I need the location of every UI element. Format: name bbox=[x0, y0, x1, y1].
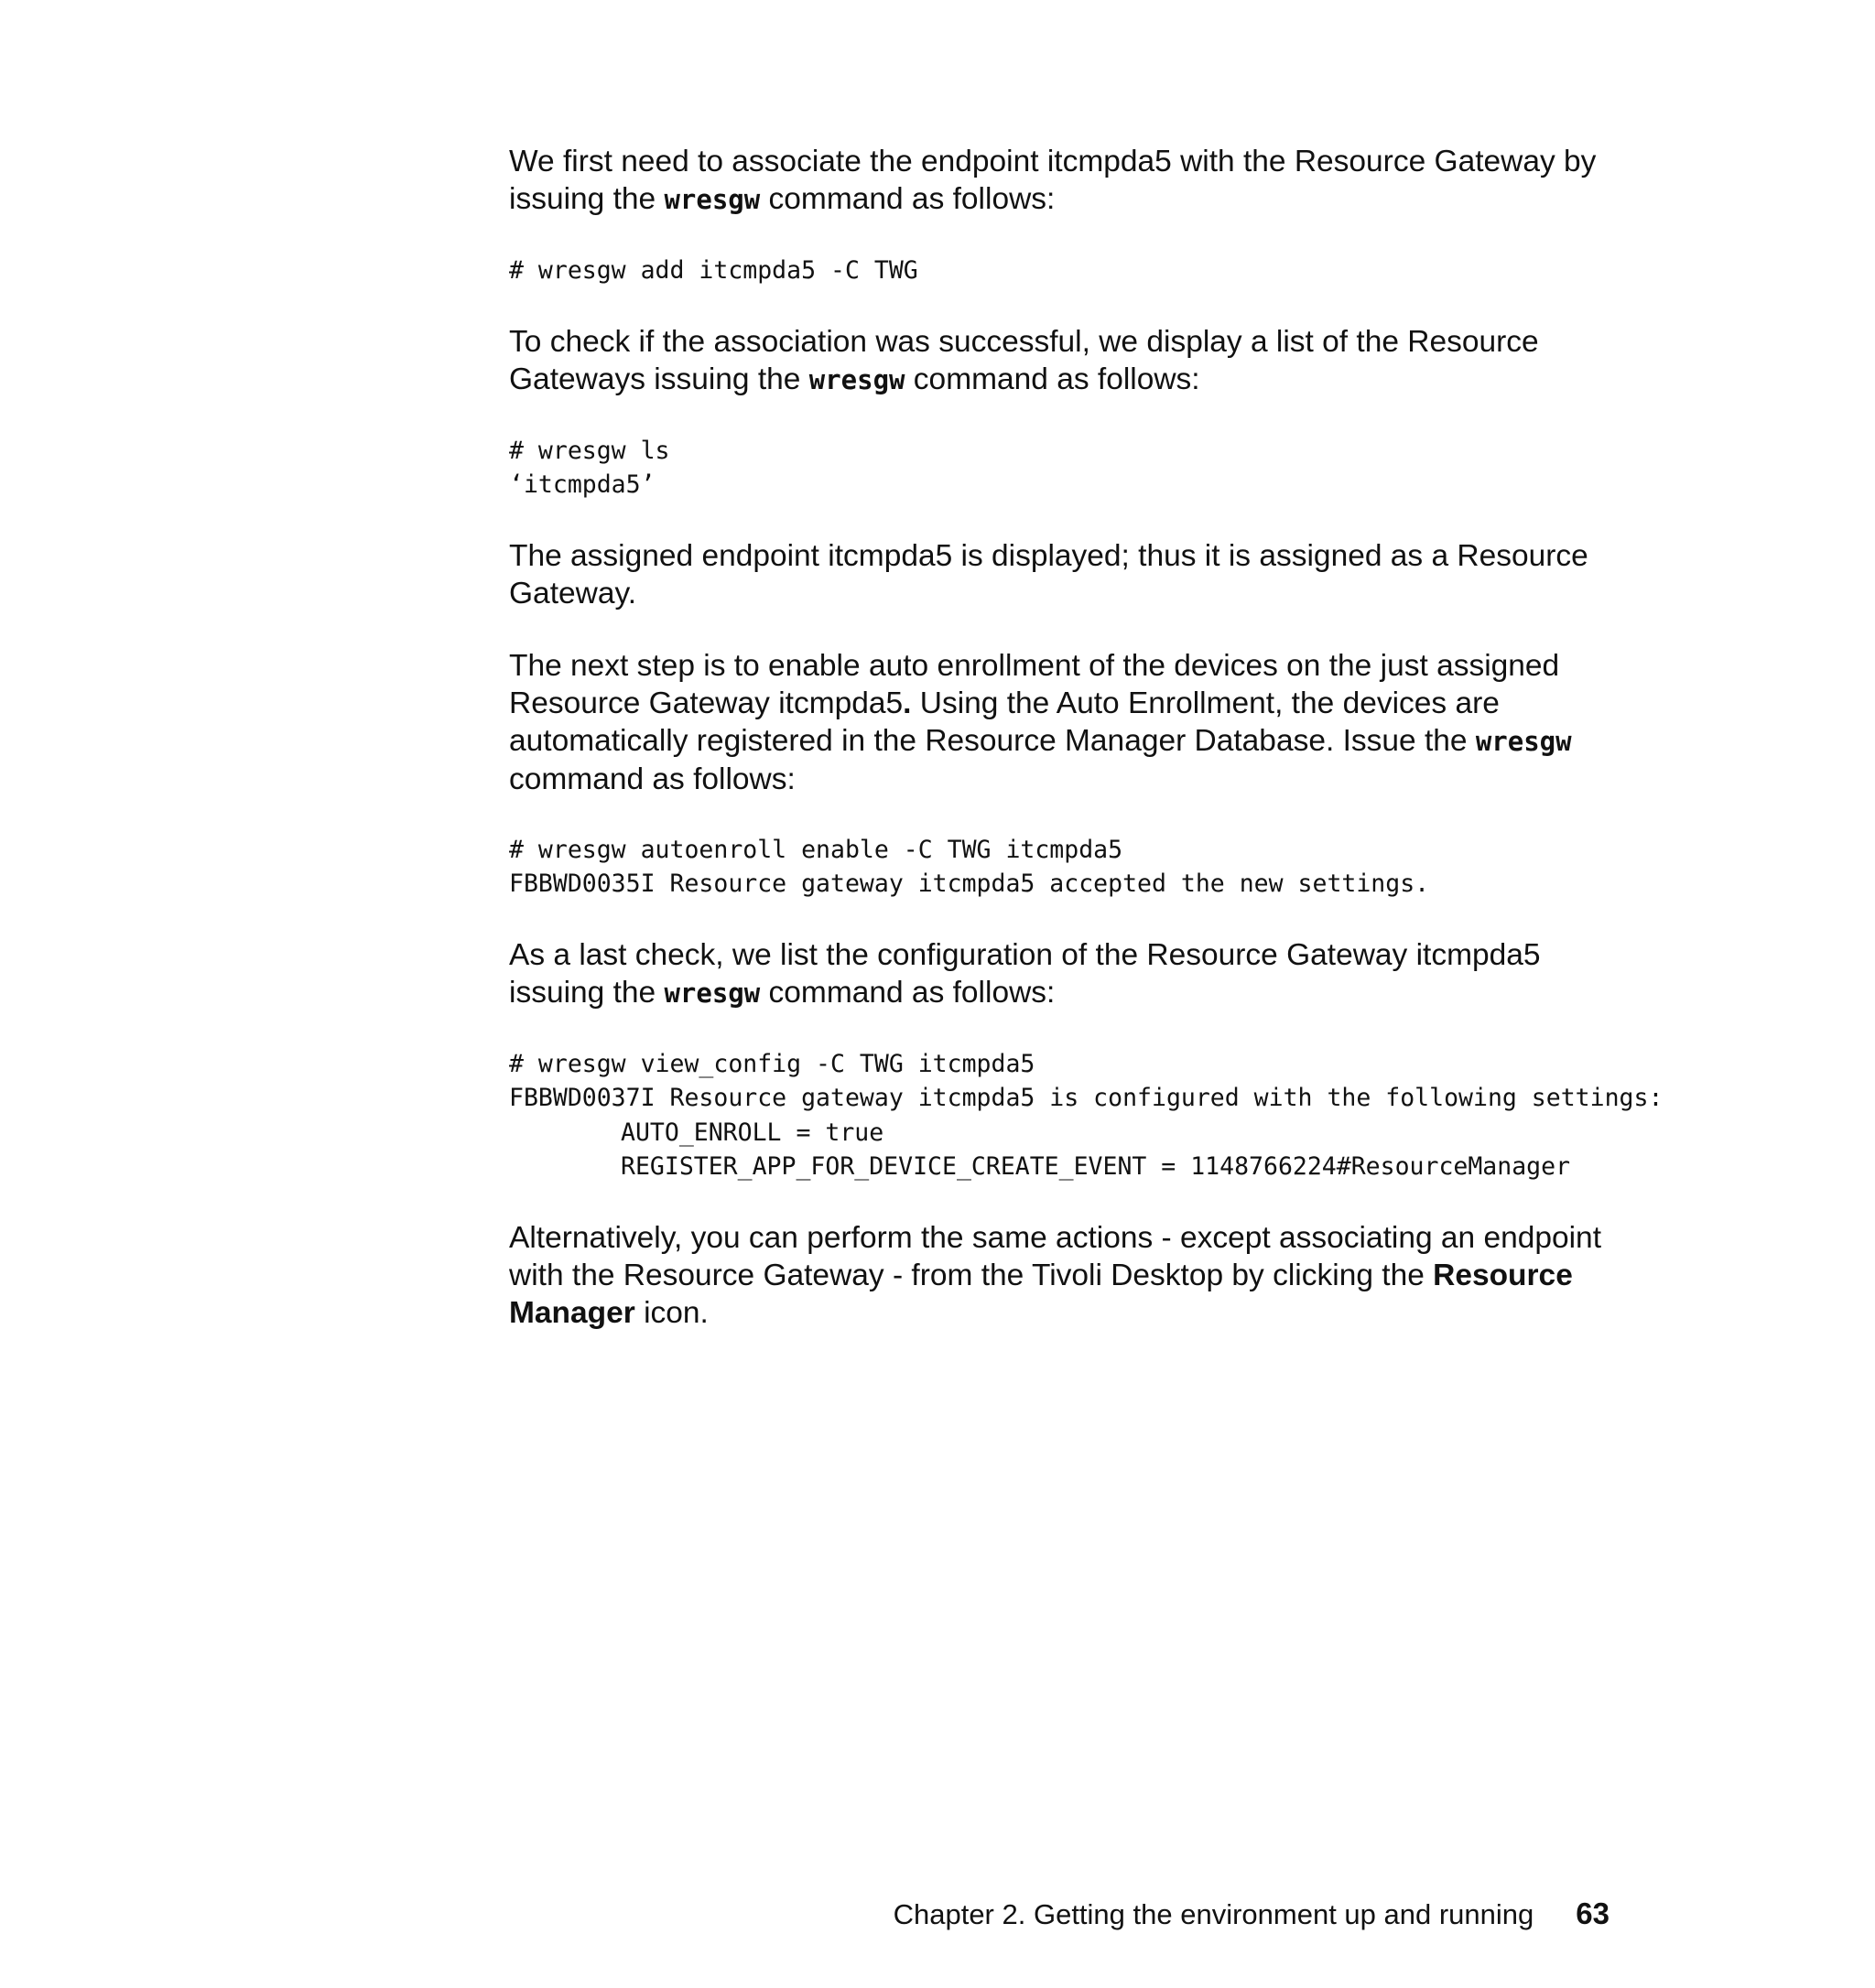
paragraph-check-association bbox=[509, 323, 1617, 399]
text: command as follows: bbox=[760, 182, 1056, 216]
code-block-add bbox=[509, 254, 1617, 288]
bold-resource-manager: Resource Manager bbox=[509, 1258, 1573, 1330]
text: As a last check, we list the configuration of the Resource Gateway itcmpda5 issuing the bbox=[509, 937, 1541, 1010]
paragraph-alternatively bbox=[509, 1219, 1617, 1332]
paragraph-last-check bbox=[509, 936, 1617, 1012]
code-line: # wresgw autoenroll enable -C TWG itcmpda5 bbox=[509, 835, 1123, 864]
code-line: REGISTER_APP_FOR_DEVICE_CREATE_EVENT = 1148766224#ResourceManager bbox=[621, 1152, 1571, 1181]
text: Alternatively, you can perform the same actions - except associating an endpoint with the Resource Gateway - from the Tivoli Desktop by clicking the bbox=[509, 1220, 1601, 1292]
code-block-view-config bbox=[509, 1047, 1664, 1184]
text: icon. bbox=[634, 1295, 709, 1330]
command-name: wresgw bbox=[808, 363, 905, 395]
code-block-autoenroll bbox=[509, 833, 1617, 902]
command-name: wresgw bbox=[1475, 725, 1572, 757]
bold-period: . bbox=[903, 686, 912, 720]
code-line: ‘itcmpda5’ bbox=[509, 470, 656, 499]
text: The assigned endpoint itcmpda5 is displayed; thus it is assigned as a Resource Gateway. bbox=[509, 538, 1588, 610]
text: The next step is to enable auto enrollment of the devices on the just assigned Resource Gateway itcmpda5 bbox=[509, 648, 1560, 720]
code-line: FBBWD0035I Resource gateway itcmpda5 accepted the new settings. bbox=[509, 870, 1430, 898]
code-line: FBBWD0037I Resource gateway itcmpda5 is configured with the following settings: bbox=[509, 1084, 1664, 1112]
paragraph-endpoint-displayed bbox=[509, 537, 1617, 612]
page-number: 63 bbox=[1576, 1896, 1609, 1930]
code-block-ls bbox=[509, 434, 1617, 502]
page-footer bbox=[894, 1896, 1609, 1933]
code-line: # wresgw ls bbox=[509, 436, 670, 465]
code-line: # wresgw add itcmpda5 -C TWG bbox=[509, 256, 918, 285]
text: To check if the association was successful, we display a list of the Resource Gateways issuing the bbox=[509, 324, 1539, 396]
text: command as follows: bbox=[760, 975, 1056, 1010]
text: command as follows: bbox=[905, 362, 1200, 396]
code-line: # wresgw view_config -C TWG itcmpda5 bbox=[509, 1049, 1035, 1078]
paragraph-associate-endpoint bbox=[509, 143, 1617, 219]
code-line: AUTO_ENROLL = true bbox=[621, 1118, 884, 1147]
command-name: wresgw bbox=[664, 184, 761, 215]
page-body bbox=[509, 143, 1664, 1367]
chapter-title: Chapter 2. Getting the environment up and running bbox=[893, 1898, 1534, 1930]
text: Using the Auto Enrollment, the devices are automatically registered in the Resource Manager Database. Issue the bbox=[509, 686, 1500, 758]
text: We first need to associate the endpoint itcmpda5 with the Resource Gateway by issuing the bbox=[509, 145, 1597, 216]
paragraph-auto-enrollment bbox=[509, 647, 1617, 798]
text: command as follows: bbox=[509, 762, 796, 796]
command-name: wresgw bbox=[664, 977, 761, 1009]
